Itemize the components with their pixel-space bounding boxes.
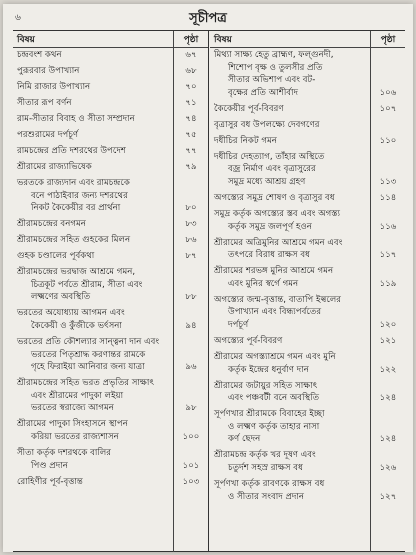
toc-entry-page: ১২৬ — [379, 462, 397, 473]
toc-entry-line: সমুদ্র মধ্যে আশ্রয় গ্রহণ — [228, 176, 306, 187]
toc-entry-page: ৮০ — [185, 203, 197, 214]
toc-entry-page: ৭৫ — [185, 130, 197, 140]
toc-entry-line: লক্ষ্মণের অবস্থিতি — [31, 292, 91, 303]
toc-entry — [13, 97, 208, 110]
toc-entry-page: ৭১ — [185, 98, 197, 108]
toc-entry-subject — [13, 476, 174, 489]
toc-entry — [210, 103, 405, 116]
page-number: ৬ — [15, 13, 21, 23]
toc-entry-line: বনে পাঠাইবার জন্য দশরথের — [31, 190, 128, 201]
toc-entry-page: ১১৯ — [379, 278, 397, 289]
toc-entry-line: গৃহে ফিরাইয়া আনিবার জন্য যাত্রা — [31, 362, 145, 373]
toc-entry — [210, 49, 405, 99]
toc-entry-subject — [210, 151, 371, 189]
toc-entry-line: বজ্র নির্মাণ এবং বৃত্রাসুরের — [228, 164, 316, 175]
toc-entry-line: কর্তৃক ইন্দ্রের ধনুর্বাণ দান — [228, 364, 309, 375]
toc-entry-line: বৃত্রাসুর বধ উপলক্ষ্যে দেবগণের — [214, 119, 320, 130]
toc-entry-line: দর্পচূর্ণ — [228, 319, 249, 330]
toc-entry-line: সীতার অভিশাপ এবং বট- — [228, 75, 316, 86]
toc-entry-subject — [13, 336, 174, 374]
toc-entry-page: ৭৯ — [185, 162, 197, 172]
toc-left-column — [13, 31, 209, 551]
toc-entry — [210, 408, 405, 446]
toc-entry-line: অগস্ত্যের পূর্ব-বিবরণ — [214, 336, 283, 346]
toc-entry — [210, 119, 405, 132]
toc-entry — [210, 208, 405, 233]
toc-entry — [13, 81, 208, 94]
toc-entry-page: ৭৭ — [185, 146, 197, 156]
toc-entry-line: ভরতকে রাজ্যদান এবং রামচন্দ্রকে — [17, 178, 130, 188]
toc-entry-page: ১২৪ — [379, 434, 397, 445]
toc-entry-page: ৬৮ — [185, 66, 197, 76]
toc-entry-line: রোহিণীর পূর্ব-বৃত্তান্ত — [17, 476, 83, 487]
toc-entry-page: ১০৩ — [182, 476, 200, 487]
toc-entry-subject — [210, 478, 371, 503]
toc-entry-line: পরশুরামের দর্পচূর্ণ — [17, 130, 79, 140]
toc-entry — [210, 294, 405, 332]
toc-entry-line: সীতা কর্তৃক দশরথকে বালির — [17, 448, 111, 458]
toc-entry-page: ১২৪ — [379, 393, 397, 404]
toc-entry-subject — [210, 380, 371, 405]
toc-entry-subject — [13, 234, 174, 247]
toc-entry-line: শ্রীরামের জটায়ুর সহিত সাক্ষাৎ — [214, 380, 318, 391]
toc-entry-line: মিথ্যা সাক্ষ্য হেতু ব্রাহ্মণ, ফল্গুনদী, — [214, 50, 334, 60]
toc-entry-subject — [210, 49, 371, 99]
toc-entry-page: ৭০ — [185, 82, 197, 92]
toc-entry — [13, 418, 208, 443]
toc-entry-page: ১০০ — [182, 431, 200, 442]
toc-entry — [210, 380, 405, 405]
toc-entry-line: শ্রীরামচন্দ্রের সহিত গুহকের মিলন — [17, 235, 131, 246]
toc-entry-page: ৮৩ — [185, 219, 197, 230]
toc-entry-page: ৬৭ — [185, 50, 197, 60]
toc-entry-subject — [13, 218, 174, 231]
toc-entry-page: ১১৬ — [379, 221, 397, 232]
toc-entry — [13, 129, 208, 142]
toc-entry-line: তৎপরে বিরাধ রাক্ষস বধ — [228, 250, 310, 261]
toc-entry-line: শ্রীরামচন্দ্রের বনগমন — [17, 219, 86, 230]
toc-entry-line: সমুদ্র কর্তৃক অগস্ত্যের স্তব এবং অগস্ত্য — [214, 209, 340, 219]
toc-entry-subject — [210, 208, 371, 233]
toc-entry — [13, 250, 208, 263]
toc-entry-page: ৮৬ — [185, 235, 197, 246]
toc-entry-line: শিশোপ বৃক্ষ ও তুলসীর প্রতি — [228, 62, 323, 73]
toc-entry-page: ১১৭ — [379, 250, 397, 261]
toc-entry-line: শ্রীরামচন্দ্রের ভরদ্বাজ আশ্রমে গমন, — [17, 267, 136, 278]
toc-entry-line: রামচন্দ্রের প্রতি দশরথের উপদেশ — [17, 146, 126, 156]
toc-entry-line: উপাখ্যান এবং বিন্ধ্যপর্বতের — [228, 307, 322, 318]
toc-entry-line: এবং শ্রীরামের পাদুকা লইয়া — [31, 390, 124, 401]
toc-entry — [210, 478, 405, 503]
toc-entry-page: ১০৭ — [379, 103, 397, 114]
toc-entry-line: শ্রীরামের অত্রিমুনির আশ্রমে গমন এবং — [214, 237, 343, 248]
toc-entry — [13, 161, 208, 174]
toc-entry-line: চিত্রকূট পর্বতে শ্রীরাম, সীতা এবং — [31, 279, 143, 290]
toc-entry — [210, 237, 405, 262]
toc-entry-line: কৈকেয়ী ও কুঁজীকে ভর্ৎসনা — [31, 320, 122, 331]
toc-entry-subject — [13, 145, 174, 158]
toc-entry-line: বৃক্ষের প্রতি আশীর্বাদ — [228, 87, 299, 98]
toc-entry-subject — [13, 129, 174, 142]
toc-entry-page: ১১৪ — [379, 193, 397, 203]
toc-entry-line: এবং পঞ্চবটী বনে অবস্থিতি — [228, 393, 320, 404]
toc-entry — [13, 336, 208, 374]
toc-entry-line: ভরতের অযোধ্যায় আগমন এবং — [17, 308, 125, 319]
toc-entry-page: ৯৬ — [185, 362, 197, 373]
toc-entry-line: ভরতের স্বরাজ্যে আগমন — [31, 403, 114, 414]
toc-entry — [13, 266, 208, 304]
toc-entry-line: সূর্পণখা কর্তৃক রাবণকে রাক্ষস বধ — [214, 479, 325, 489]
toc-entry-line: সূর্পণখার শ্রীরামকে বিবাহের ইচ্ছা — [214, 409, 325, 420]
table-header — [13, 31, 208, 48]
toc-entry-subject — [210, 449, 371, 474]
toc-table — [13, 30, 405, 552]
toc-entry-line: শ্রীরামের রাজ্যাভিষেক — [17, 162, 92, 172]
toc-entry-line: ভরতের প্রতি কৌশল্যার সান্ত্বনা দান এবং — [17, 337, 160, 347]
toc-entry-page: ৯৮ — [185, 403, 197, 414]
toc-entry — [210, 265, 405, 290]
toc-entry-line: চতুর্দশ সহস্র রাক্ষস বধ — [228, 462, 303, 473]
subject-header: বিষয় — [17, 34, 35, 45]
toc-entry — [210, 449, 405, 474]
toc-entry-subject — [13, 177, 174, 215]
toc-entry-line: শ্রীরামের অগস্ত্যাশ্রমে গমন এবং মুনি — [214, 352, 336, 362]
toc-entry-line: অগস্ত্যের জন্ম-বৃত্তান্ত, বাতাপি ইল্বলের — [214, 294, 341, 305]
toc-entry-line: গুহক চণ্ডালের পূর্বকথা — [17, 251, 95, 262]
toc-entry-subject — [13, 307, 174, 332]
page-header: পৃষ্ঠা — [370, 31, 405, 47]
toc-entry-line: শ্রীরামচন্দ্র কর্তৃক খর দূষণ এবং — [214, 450, 316, 461]
toc-entry — [13, 65, 208, 78]
toc-entry-page: ১০১ — [182, 460, 200, 471]
toc-entry-subject — [13, 447, 174, 472]
toc-entry-line: ও সীতার সংবাদ প্রদান — [228, 491, 305, 502]
toc-entry-subject — [210, 103, 371, 116]
toc-entry-line: চন্দ্রবংশ কথন — [17, 50, 62, 60]
subject-header: বিষয় — [214, 34, 232, 45]
toc-entry — [210, 192, 405, 205]
toc-entry-subject — [13, 113, 174, 126]
toc-entry — [13, 49, 208, 62]
toc-entry — [210, 335, 405, 348]
toc-entry-line: কর্ণ ছেদন — [228, 434, 261, 445]
toc-entry — [13, 447, 208, 472]
toc-entry-page: ১১৩ — [379, 176, 397, 187]
toc-entry-line: অগস্ত্যের সমুদ্র শোষণ ও বৃত্রাসুর বধ — [214, 193, 335, 203]
toc-entry-line: শ্রীরামের পাদুকা সিংহাসনে স্থাপন — [17, 419, 128, 430]
toc-entry-subject — [13, 65, 174, 78]
toc-entry-subject — [210, 294, 371, 332]
toc-entry-page: ৮৮ — [185, 292, 197, 303]
toc-entry-line: কর্তৃক সমুদ্র জলপূর্ণ হওন — [228, 221, 312, 232]
toc-entry-subject — [13, 49, 174, 62]
toc-entry-subject — [210, 335, 371, 348]
toc-entry-page: ৭৪ — [185, 114, 197, 124]
toc-entry — [210, 151, 405, 189]
toc-entry — [210, 351, 405, 376]
toc-entry-page: ৯৪ — [185, 320, 197, 331]
toc-entry-subject — [210, 237, 371, 262]
toc-entry-line: এবং মুনির স্বর্গে গমন — [228, 278, 299, 289]
toc-entry — [13, 145, 208, 158]
toc-entry-subject — [210, 192, 371, 205]
toc-entry-subject — [13, 266, 174, 304]
toc-entry-line: দধীচির দেহত্যাগ, তাঁহার অস্থিতে — [214, 151, 325, 162]
toc-entry-subject — [13, 97, 174, 110]
toc-entry-page: ১২৭ — [379, 491, 397, 502]
page-title: সূচীপত্র — [189, 11, 227, 26]
toc-entry — [13, 234, 208, 247]
toc-entry — [13, 113, 208, 126]
toc-entry-line: পিণ্ড প্রদান — [31, 460, 68, 471]
toc-entry — [13, 177, 208, 215]
toc-entry-line: ভরতের পিতৃশ্রাদ্ধ করণান্তর রামকে — [31, 349, 146, 360]
toc-entry-line: শ্রীরামের শরভঙ্গ মুনির আশ্রমে গমন — [214, 266, 334, 277]
toc-entry-line: সীতার রূপ বর্ণন — [17, 98, 72, 108]
toc-entry-page: ৮৭ — [185, 251, 197, 262]
toc-entry-line: করিয়া ভরতের রাজ্যশাসন — [31, 431, 119, 442]
toc-entry — [13, 218, 208, 231]
toc-entry-page: ১১০ — [379, 135, 397, 146]
toc-entry-line: কৈকেয়ীর পূর্ব-বিবরণ — [214, 103, 284, 114]
toc-right-column — [210, 31, 405, 551]
toc-entry-subject — [210, 265, 371, 290]
toc-entry-subject — [210, 351, 371, 376]
toc-entry — [13, 476, 208, 489]
toc-page — [3, 4, 413, 552]
toc-entry-line: নিকট কৈকেয়ীর বর প্রার্থনা — [31, 203, 121, 214]
toc-entry — [13, 377, 208, 415]
toc-entry — [210, 135, 405, 148]
page-header: পৃষ্ঠা — [173, 31, 208, 47]
toc-entry-page: ১২১ — [379, 336, 397, 346]
toc-entry-line: রাম-সীতার বিবাহ ও সীতা সম্প্রদান — [17, 114, 135, 124]
toc-entry-line: ও লক্ষ্মণ কর্তৃক তাহার নাসা — [228, 421, 320, 432]
toc-entry-subject — [13, 161, 174, 174]
toc-entry-subject — [13, 377, 174, 415]
toc-entry-subject — [13, 81, 174, 94]
toc-entry-subject — [210, 135, 371, 148]
toc-entry-subject — [210, 408, 371, 446]
toc-entry-line: শ্রীরামচন্দ্রের সহিত ভরত প্রভৃতির সাক্ষাৎ — [17, 378, 154, 389]
toc-entry-page: ১২২ — [379, 364, 397, 375]
toc-entry-subject — [13, 418, 174, 443]
toc-entry-line: নিমি রাজার উপাখ্যান — [17, 82, 91, 92]
toc-entry-page: ১০৬ — [379, 87, 397, 98]
toc-entry-subject — [13, 250, 174, 263]
toc-entry — [13, 307, 208, 332]
table-header — [210, 31, 405, 48]
toc-entry-subject — [210, 119, 371, 132]
toc-entry-line: পুরূরবার উপাখ্যান — [17, 66, 80, 76]
toc-entry-line: দধীচির নিকট গমন — [214, 135, 277, 146]
toc-entry-page: ১২০ — [379, 319, 397, 330]
